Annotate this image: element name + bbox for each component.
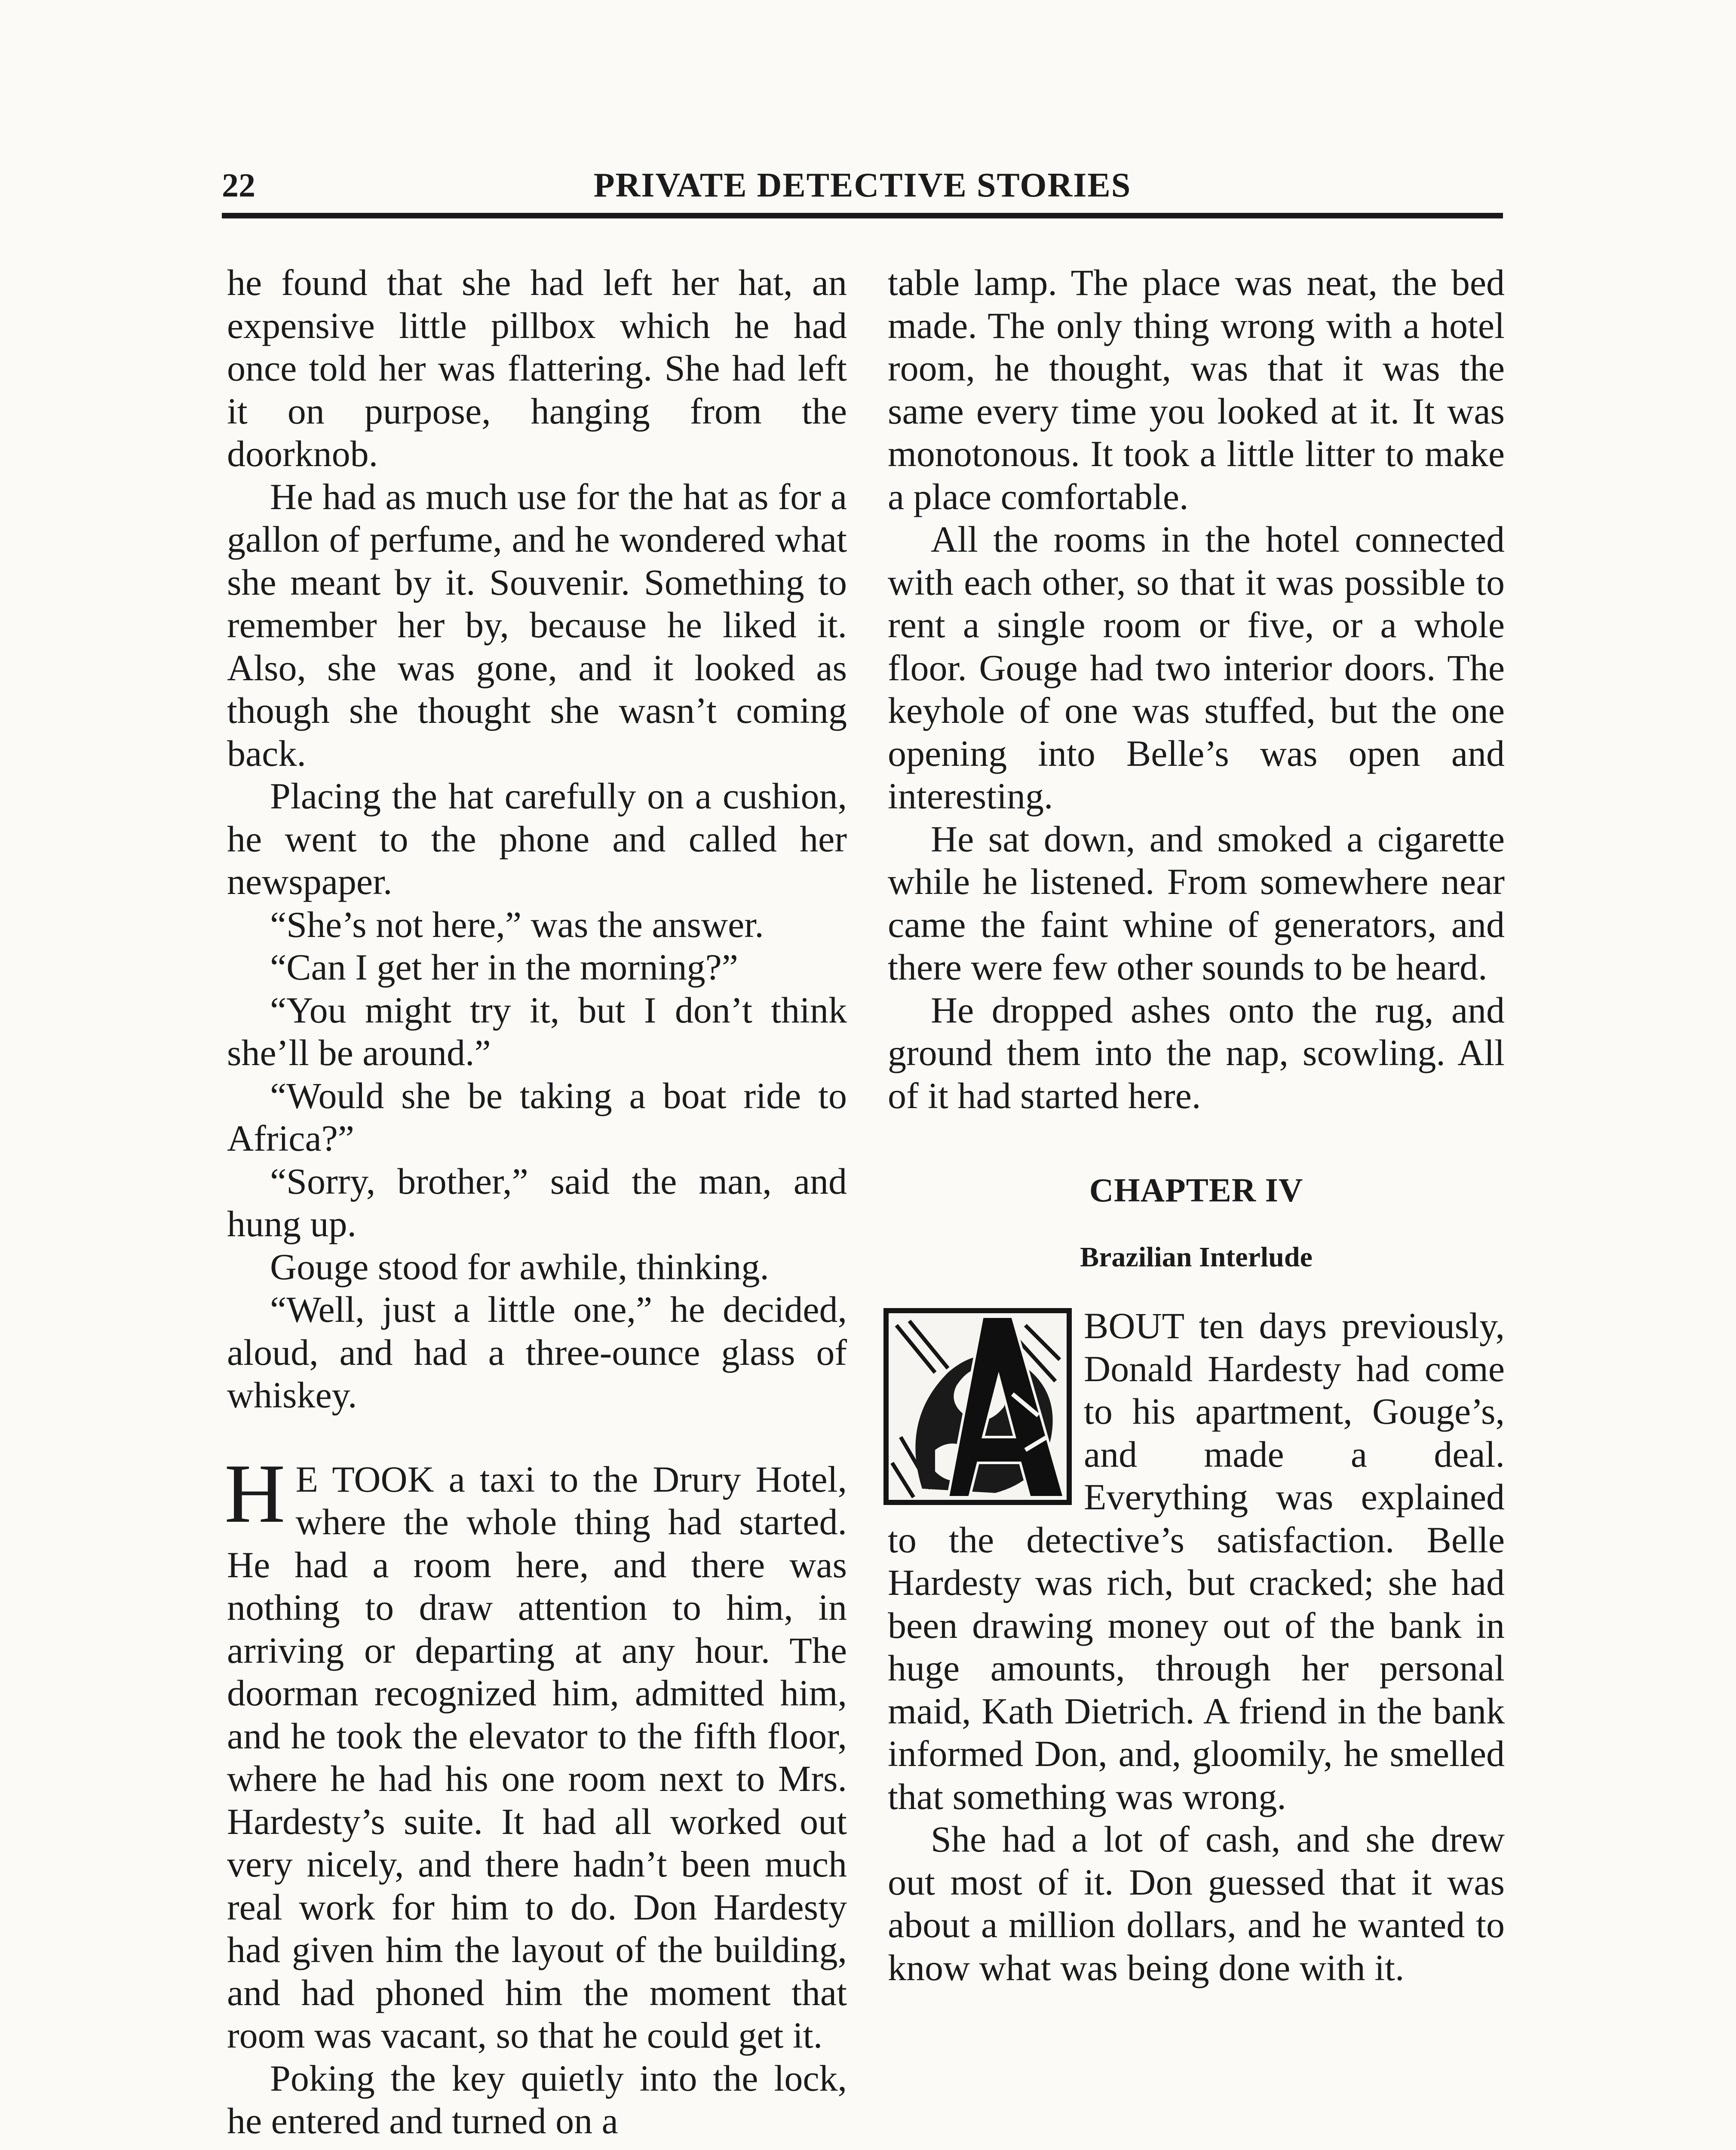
section-opening-paragraph — [224, 1447, 847, 2057]
left-column — [224, 261, 847, 2143]
paragraph: All the rooms in the hotel connected with each other, so that it was possible to rent a single room or five, or a whole floor. Gouge had two interior doors. The keyhole of one was stuffed, but the one opening into Belle’s was open and interesting. — [888, 519, 1505, 817]
paragraph: She had a lot of cash, and she drew out most of it. Don guessed that it was about a million dollars, and he wanted to know what was being done with it. — [888, 1818, 1505, 1988]
dialogue-line: “You might try it, but I don’t think she’ll be around.” — [227, 989, 847, 1073]
page-number: 22 — [222, 166, 255, 204]
right-column — [888, 261, 1505, 1989]
dialogue-line: “Sorry, brother,” said the man, and hung up. — [227, 1160, 847, 1244]
chapter-heading: CHAPTER IV — [1089, 1171, 1304, 1209]
paragraph: Placing the hat carefully on a cushion, he went to the phone and called her newspaper. — [227, 775, 847, 902]
paragraph: table lamp. The place was neat, the bed made. The only thing wrong with a hotel room, he thought, was that it was the same every time you looked at it. It was monotonous. It took a little litter to make a place comfortable. — [888, 262, 1505, 517]
section-initial: H — [224, 1447, 285, 1540]
running-title: PRIVATE DETECTIVE STORIES — [593, 166, 1132, 204]
page-header — [222, 166, 1503, 213]
paragraph: He sat down, and smoked a cigarette while he listened. From somewhere near came the faint whine of generators, and there were few other sounds to be heard. — [888, 818, 1505, 988]
paragraph: He had as much use for the hat as for a gallon of perfume, and he wondered what she meant by it. Souvenir. Something to remember her by, because he liked it. Also, she was gone, and it looked as though she thought she wasn’t coming back. — [227, 476, 847, 774]
paragraph: Poking the key quietly into the lock, he entered and turned on a — [227, 2057, 847, 2141]
woodcut-letter-a-icon — [883, 1308, 1072, 1505]
dialogue-line: “Can I get her in the morning?” — [270, 946, 738, 988]
paragraph: he found that she had left her hat, an expensive little pillbox which he had once told her was flattering. She had left it on purpose, hanging from the doorknob. — [227, 262, 847, 474]
dialogue-line: “Well, just a little one,” he decided, aloud, and had a three-ounce glass of whiskey. — [227, 1289, 847, 1416]
section-opening-text: E TOOK a taxi to the Drury Hotel, where the whole thing had started. He had a room here, and there was nothing to draw attention to him, in arriving or departing at any hour. The doorman recognized him, admitted him, and he took the elevator to the fifth floor, where he had his one room next to Mrs. Hardesty’s suite. It had all worked out very nicely, and there hadn’t been much real work for him to do. Don Hardesty had given him the layout of the building, and had phoned him the moment that room was vacant, so that he could get it. — [227, 1458, 847, 2056]
header-rule — [222, 213, 1503, 218]
paragraph: He dropped ashes onto the rug, and ground them into the nap, scowling. All of it had started here. — [888, 989, 1505, 1116]
decorative-drop-cap-a — [883, 1308, 1072, 1505]
dialogue-line: “She’s not here,” was the answer. — [270, 903, 764, 945]
chapter-opening-text: BOUT ten days previously, Donald Hardesty had come to his apartment, Gouge’s, and made a deal. Everything was explained to the detective’s satisfaction. Belle Hardesty was rich, but cracked; she had been drawing money out of the bank in huge amounts, through her personal maid, Kath Dietrich. A friend in the bank informed Don, and, gloomily, he smelled that something was wrong. — [888, 1305, 1505, 1817]
chapter-subtitle: Brazilian Interlude — [1080, 1241, 1313, 1273]
paragraph: Gouge stood for awhile, thinking. — [270, 1246, 769, 1287]
chapter-opening-paragraph — [888, 1305, 1505, 1818]
dialogue-line: “Would she be taking a boat ride to Africa?” — [227, 1075, 847, 1159]
